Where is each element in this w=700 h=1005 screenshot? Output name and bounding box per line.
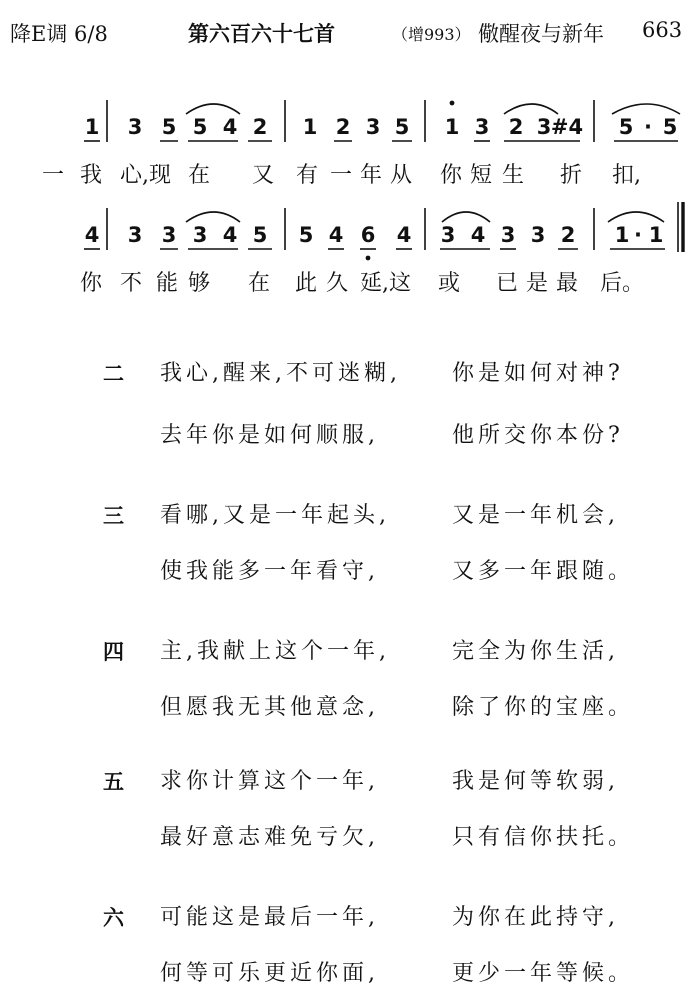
note: 4 [84,223,100,247]
lyric-syllable: 或 [438,271,461,296]
lyric-syllable: 是 [526,271,549,296]
lyric-syllable: 够 [188,271,211,296]
verse-line-a: 但愿我无其他意念, [160,695,379,720]
note: 5 [662,115,678,139]
verse-line-b: 只有信你扶托。 [452,825,635,850]
verse-number: 二 [103,362,124,386]
verse-number: 五 [103,770,124,794]
verse-line-b: 更少一年等候。 [452,961,635,986]
note: 4 [328,223,344,247]
note: 3 [365,115,381,139]
note: 5 [161,115,177,139]
note: 1 [302,115,318,139]
note: 5 [192,115,208,139]
lyric-syllable: 能 [156,271,179,296]
lyric-syllable: 又 [252,163,275,188]
note: 1 [614,223,630,247]
lyric-syllable: 年 [360,163,383,188]
note: 4 [222,115,238,139]
note: 1 [444,115,460,139]
lyrics-line-1 [0,158,700,188]
note: · [634,223,642,247]
verse-number: 六 [103,906,124,930]
lyric-syllable: 折 [560,163,583,188]
note: 3 [192,223,208,247]
lyric-syllable: 此 [295,271,318,296]
lyric-syllable: 在 [188,163,211,188]
lyric-syllable: 不 [120,271,143,296]
page-number: 663 [642,18,683,42]
note: 2 [560,223,576,247]
lyric-syllable: 短 [470,163,493,188]
lyric-syllable: 在 [248,271,271,296]
lyric-syllable: 久 [326,271,349,296]
lyric-syllable: 一 [330,163,353,188]
verse-number: 四 [103,640,124,664]
note: 4 [222,223,238,247]
verse-line-b: 我是何等软弱, [452,769,619,794]
lyric-syllable: 生 [502,163,525,188]
verse-line-a: 我心,醒来,不可迷糊, [160,361,401,386]
hymn-name: 儆醒夜与新年 [478,22,604,46]
lyric-syllable: 有 [296,163,319,188]
supplement-number: （增993） [392,25,471,44]
verse-line-b: 为你在此持守, [452,905,619,930]
verse-line-a: 求你计算这个一年, [160,769,379,794]
lyric-syllable: 扣, [612,163,641,188]
note: 4 [470,223,486,247]
lyric-syllable: 已 [496,271,519,296]
hymn-number-title: 第六百六十七首 [188,22,335,46]
note: 6 [360,223,376,247]
note: 5 [394,115,410,139]
verse-line-a: 主,我献上这个一年, [160,639,390,664]
verse-line-a: 何等可乐更近你面, [160,961,379,986]
lyric-syllable: 最 [556,271,579,296]
lyric-syllable: 你 [80,271,103,296]
lyric-syllable: 我 [80,163,103,188]
note: 2 [335,115,351,139]
note: · [644,115,652,139]
verse-line-b: 他所交你本份? [452,423,624,448]
page-header [0,18,700,52]
verse-line-a: 使我能多一年看守, [160,559,379,584]
key-signature: 降E调 6/8 [10,22,108,46]
note: 1 [84,115,100,139]
verse-line-a: 看哪,又是一年起头, [160,503,390,528]
note: 3 [474,115,490,139]
note: 3 [127,115,143,139]
note: 3 [536,115,552,139]
note: 3 [440,223,456,247]
note: 1 [648,223,664,247]
note: 5 [298,223,314,247]
note: 5 [252,223,268,247]
lyric-syllable: 一 [42,163,65,188]
lyric-syllable: 从 [390,163,413,188]
note: #4 [550,115,584,139]
verse-line-a: 去年你是如何顺服, [160,423,379,448]
note: 5 [618,115,634,139]
note: 3 [500,223,516,247]
verse-line-b: 完全为你生活, [452,639,619,664]
verse-line-a: 最好意志难免亏欠, [160,825,379,850]
note: 3 [530,223,546,247]
verse-line-b: 又是一年机会, [452,503,619,528]
verse-line-a: 可能这是最后一年, [160,905,379,930]
lyric-syllable: 后。 [600,271,645,296]
lyrics-line-2 [0,266,700,296]
note: 4 [396,223,412,247]
lyric-syllable: 你 [440,163,463,188]
note: 2 [508,115,524,139]
lyric-syllable: 延,这 [360,271,411,296]
verse-line-b: 又多一年跟随。 [452,559,635,584]
verse-line-b: 除了你的宝座。 [452,695,635,720]
note: 3 [161,223,177,247]
verse-number: 三 [103,504,124,528]
verse-line-b: 你是如何对神? [452,361,624,386]
note: 2 [252,115,268,139]
note: 3 [127,223,143,247]
lyric-syllable: 心,现 [120,163,171,188]
